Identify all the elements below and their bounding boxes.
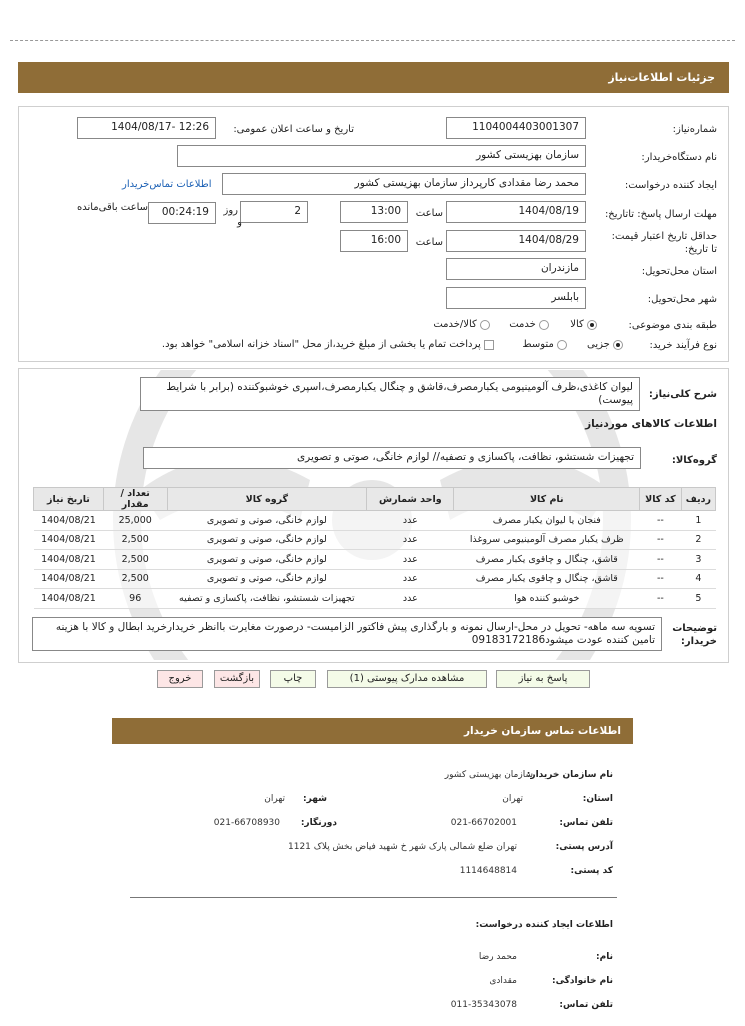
announce-label: تاریخ و ساعت اعلان عمومی: (233, 124, 354, 135)
cell-unit: عدد (367, 530, 454, 550)
contact-divider (130, 897, 617, 898)
process-option-minor[interactable]: جزیی (587, 339, 623, 351)
cell-qty: 2,500 (103, 569, 167, 589)
days-field: 2 (240, 201, 308, 223)
cell-group: لوازم خانگی، صوتی و تصویری (167, 530, 367, 550)
cell-name: فنجان یا لیوان یکبار مصرف (454, 511, 640, 531)
need-number-field: 1104004403001307 (446, 117, 586, 139)
process-label: نوع فرآیند خرید: (649, 340, 717, 351)
cell-date: 1404/08/21 (34, 511, 104, 531)
buyer-org-label: نام دستگاه‌خریدار: (641, 152, 717, 163)
city-label: شهر محل‌تحویل: (647, 294, 717, 305)
page-header (18, 62, 729, 93)
contact-city-value: تهران (264, 794, 285, 804)
contact-postal-label: کد پستی: (570, 866, 613, 876)
cell-row: 1 (681, 511, 715, 531)
deadline-label: مهلت ارسال پاسخ: تاتاریخ: (604, 209, 717, 220)
creator-lastname-value: مقدادی (489, 976, 517, 986)
cell-unit: عدد (367, 569, 454, 589)
goods-info-heading: اطلاعات کالاهای موردنیاز (585, 418, 717, 430)
creator-lastname-label: نام خانوادگی: (551, 976, 613, 986)
radio-selected-icon (587, 320, 597, 330)
need-number-label: شماره‌نیاز: (672, 124, 717, 135)
cell-group: لوازم خانگی، صوتی و تصویری (167, 569, 367, 589)
contact-fax-value: 021-66708930 (213, 818, 280, 828)
validity-time-field: 16:00 (340, 230, 408, 252)
contact-province-label: استان: (582, 794, 613, 804)
table-row (34, 511, 716, 531)
table-row (34, 589, 716, 609)
creator-heading: اطلاعات ایجاد کننده درخواست: (475, 920, 613, 930)
cell-date: 1404/08/21 (34, 569, 104, 589)
contact-address-value: تهران ضلع شمالی پارک شهر خ شهید فیاض بخش پلاک 1121 (288, 842, 517, 852)
col-code: کد کالا (640, 488, 682, 511)
announce-field: 1404/08/17- 12:26 (77, 117, 216, 139)
cell-qty: 2,500 (103, 530, 167, 550)
validity-time-label: ساعت (415, 237, 443, 248)
reply-button[interactable]: پاسخ به نیاز (496, 670, 590, 688)
org-label: نام سازمان خریدار: (526, 770, 613, 780)
cell-code: -- (640, 569, 682, 589)
cell-group: لوازم خانگی، صوتی و تصویری (167, 550, 367, 570)
col-unit: واحد شمارش (367, 488, 454, 511)
cell-unit: عدد (367, 550, 454, 570)
goods-table (33, 487, 716, 609)
validity-label: حداقل تاریخ اعتبار قیمت: تا تاریخ: (611, 231, 717, 255)
cell-row: 3 (681, 550, 715, 570)
cell-qty: 96 (103, 589, 167, 609)
category-option-service[interactable]: خدمت (509, 319, 549, 331)
deadline-time-field: 13:00 (340, 201, 408, 223)
table-row (34, 550, 716, 570)
goods-group-label: گروه‌کالا: (671, 455, 717, 466)
contact-phone-value: 021-66702001 (450, 818, 517, 828)
buyer-notes-label: توضیحات خریدار: (672, 623, 717, 647)
deadline-date-field: 1404/08/19 (446, 201, 586, 223)
cell-code: -- (640, 589, 682, 609)
cell-group: لوازم خانگی، صوتی و تصویری (167, 511, 367, 531)
remaining-time-label: ساعت باقی‌مانده (76, 202, 148, 213)
radio-icon (557, 340, 567, 350)
cell-name: قاشق، چنگال و چاقوی یکبار مصرف (454, 569, 640, 589)
col-row: ردیف (681, 488, 715, 511)
category-option-goods[interactable]: کالا (570, 319, 597, 331)
remaining-time-field: 00:24:19 (148, 202, 216, 224)
need-summary-label: شرح کلی‌نیاز: (648, 389, 717, 400)
print-button[interactable]: چاپ (270, 670, 316, 688)
cell-qty: 2,500 (103, 550, 167, 570)
contact-city-label: شهر: (303, 794, 327, 804)
radio-icon (480, 320, 490, 330)
cell-name: قاشق، چنگال و چاقوی یکبار مصرف (454, 550, 640, 570)
contact-postal-value: 1114648814 (459, 866, 517, 876)
exit-button[interactable]: خروج (157, 670, 203, 688)
col-qty: تعداد / مقدار (103, 488, 167, 511)
buyer-contact-link[interactable]: اطلاعات تماس‌خریدار (122, 179, 212, 190)
radio-selected-icon (613, 340, 623, 350)
cell-qty: 25,000 (103, 511, 167, 531)
validity-date-field: 1404/08/29 (446, 230, 586, 252)
page-title: جزئیات اطلاعات‌نیاز (608, 71, 715, 84)
col-date: تاریخ نیاز (34, 488, 104, 511)
cell-group: تجهیزات شستشو، نظافت، پاکسازی و تصفیه (167, 589, 367, 609)
cell-date: 1404/08/21 (34, 589, 104, 609)
table-row (34, 530, 716, 550)
and-label: و (237, 217, 242, 228)
creator-name-label: نام: (596, 952, 613, 962)
creator-phone-value: 011-35343078 (450, 1000, 517, 1010)
creator-name-value: محمد رضا (478, 952, 517, 962)
contact-address-label: آدرس پستی: (555, 842, 613, 852)
cell-date: 1404/08/21 (34, 530, 104, 550)
top-divider (10, 40, 735, 41)
cell-row: 4 (681, 569, 715, 589)
cell-row: 5 (681, 589, 715, 609)
contact-phone-label: تلفن تماس: (559, 818, 613, 828)
col-name: نام کالا (454, 488, 640, 511)
deadline-time-label: ساعت (415, 208, 443, 219)
category-label: طبقه بندی موضوعی: (628, 320, 717, 331)
back-button[interactable]: بازگشت (214, 670, 260, 688)
province-field: مازندران (446, 258, 586, 280)
buyer-contact-header (112, 718, 633, 744)
radio-icon (539, 320, 549, 330)
contact-fax-label: دورنگار: (300, 818, 337, 828)
process-option-medium[interactable]: متوسط (522, 339, 567, 351)
buyer-notes-field: تسویه سه ماهه- تحویل در محل-ارسال نمونه و بارگذاری پیش فاکتور الزامیست- درصورت مغایرت باانظر خریدارخرید ابطال و کالا با هزینه تامین کننده عودت میشود09183172186 (32, 617, 662, 651)
cell-unit: عدد (367, 589, 454, 609)
treasury-payment-checkbox[interactable]: پرداخت تمام یا بخشی از مبلغ خرید،از محل "اسناد خزانه اسلامی" خواهد بود. (162, 339, 494, 351)
table-row (34, 569, 716, 589)
contact-province-value: تهران (502, 794, 523, 804)
goods-group-field: تجهیزات شستشو، نظافت، پاکسازی و تصفیه// لوازم خانگی، صوتی و تصویری (143, 447, 641, 469)
cell-date: 1404/08/21 (34, 550, 104, 570)
creator-phone-label: تلفن تماس: (559, 1000, 613, 1010)
checkbox-icon (484, 340, 494, 350)
requester-label: ایجاد کننده درخواست: (624, 180, 717, 191)
org-value: سازمان بهزیستی کشور (444, 770, 533, 780)
category-option-goods-service[interactable]: کالا/خدمت (433, 319, 490, 331)
cell-name: ظرف یکبار مصرف آلومینیومی سروغذا (454, 530, 640, 550)
requester-field: محمد رضا مقدادی کارپرداز سازمان بهزیستی کشور (222, 173, 586, 195)
cell-row: 2 (681, 530, 715, 550)
days-label: روز (223, 205, 238, 216)
cell-code: -- (640, 550, 682, 570)
cell-code: -- (640, 511, 682, 531)
buyer-org-field: سازمان بهزیستی کشور (177, 145, 586, 167)
col-group: گروه کالا (167, 488, 367, 511)
table-header-row (34, 488, 716, 511)
view-attachments-button[interactable]: مشاهده مدارک پیوستی (1) (327, 670, 487, 688)
city-field: بابلسر (446, 287, 586, 309)
cell-code: -- (640, 530, 682, 550)
buyer-contact-title: اطلاعات تماس سازمان خریدار (464, 725, 621, 737)
cell-unit: عدد (367, 511, 454, 531)
need-summary-field: لیوان کاغذی،ظرف آلومینیومی یکبارمصرف،قاشق و چنگال یکبارمصرف،اسپری خوشبوکننده (برابر با شرایط پیوست) (140, 377, 640, 411)
cell-name: خوشبو کننده هوا (454, 589, 640, 609)
province-label: استان محل‌تحویل: (641, 266, 717, 277)
